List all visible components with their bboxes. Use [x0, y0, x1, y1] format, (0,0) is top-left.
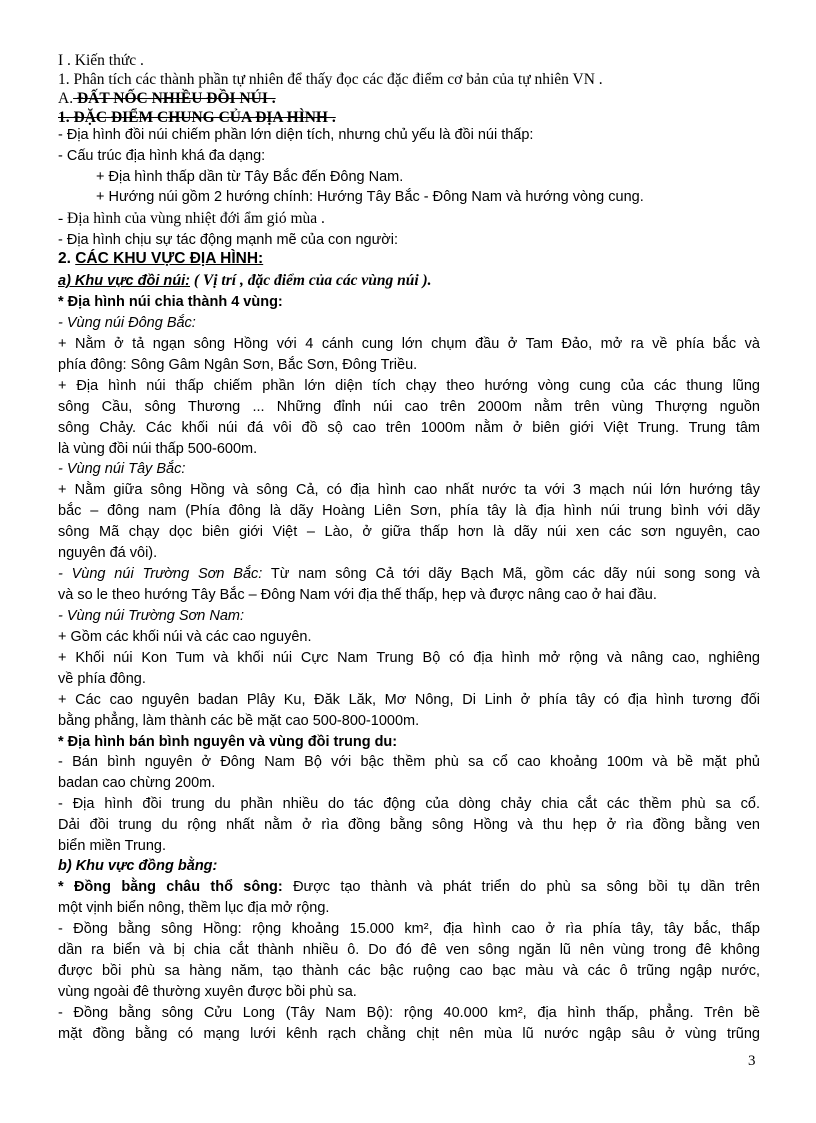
paragraph-line: sông Chảy. Các khối núi đá vôi đồ sộ cao trên 1000m nằm ở biên giới Việt Trung. Trung tâm	[58, 420, 760, 436]
text-line: - Địa hình đồi núi chiếm phần lớn diện tích, nhưng chủ yếu là đồi núi thấp:	[58, 127, 534, 143]
paragraph-line: dần ra biển và bị chia cắt thành nhiều ô. Do đó đê ven sông ngăn lũ nên vùng trong đê không	[58, 942, 760, 958]
paragraph	[58, 752, 760, 794]
region-label: - Vùng núi Tây Bắc:	[58, 461, 186, 477]
paragraph	[58, 877, 760, 919]
bold-lead: * Đồng bằng châu thổ sông:	[58, 879, 283, 895]
heading-1-text: 1. ĐẶC ĐIỂM CHUNG CỦA ĐỊA HÌNH .	[58, 109, 336, 126]
bold-line: * Địa hình núi chia thành 4 vùng:	[58, 294, 283, 310]
text-line: - Địa hình của vùng nhiệt đới ẩm gió mùa .	[58, 210, 325, 227]
paragraph-line: phía đông: Sông Gâm Ngân Sơn, Bắc Sơn, Đông Triều.	[58, 357, 418, 373]
paragraph-line: badan cao chừng 200m.	[58, 775, 216, 791]
paragraph-line: bằng phẳng, làm thành các bề mặt cao 500-800-1000m.	[58, 713, 420, 729]
text-line: - Cấu trúc địa hình khá đa dạng:	[58, 148, 266, 164]
bold-line: * Địa hình bán bình nguyên và vùng đồi trung du:	[58, 734, 398, 750]
paragraph	[58, 919, 760, 1003]
paragraph-line: - Bán bình nguyên ở Đông Nam Bộ với bậc thềm phù sa cổ cao khoảng 100m và bề mặt phủ	[58, 754, 760, 770]
heading-2-number: 2.	[58, 250, 76, 267]
subheading-a-note: ( Vị trí , đặc điểm của các vùng núi ).	[190, 272, 432, 289]
region-label: - Vùng núi Trường Sơn Nam:	[58, 608, 245, 624]
paragraph-line: về phía đông.	[58, 671, 146, 687]
page-number: 3	[748, 1053, 756, 1069]
text-line: - Địa hình chịu sự tác động mạnh mẽ của con người:	[58, 232, 399, 248]
subheading-b: b) Khu vực đồng bằng:	[58, 858, 218, 874]
paragraph-line	[58, 564, 760, 585]
subheading-a	[58, 272, 432, 290]
paragraph-line: và so le theo hướng Tây Bắc – Đông Nam với địa thế thấp, hẹp và được nâng cao ở hai đầu.	[58, 587, 657, 603]
heading-2-text: CÁC KHU VỰC ĐỊA HÌNH:	[75, 250, 264, 267]
paragraph-line: + Các cao nguyên badan Plây Ku, Đăk Lăk, Mơ Nông, Di Linh ở phía tây có địa hình tương đối	[58, 692, 760, 708]
text-line: + Gồm các khối núi và các cao nguyên.	[58, 629, 312, 645]
paragraph	[58, 480, 760, 564]
paragraph-text: Từ nam sông Cả tới dãy Bạch Mã, gồm các dãy núi song song và	[262, 566, 760, 582]
topic-line: 1. Phân tích các thành phần tự nhiên để thấy đọc các đặc điểm cơ bản của tự nhiên VN .	[58, 71, 603, 88]
paragraph-line: biển miền Trung.	[58, 838, 167, 854]
heading-a	[58, 90, 276, 108]
heading-a-text: ĐẤT NỐC NHIỀU ĐỒI NÚI .	[73, 90, 276, 107]
paragraph-text: Được tạo thành và phát triển do phù sa sông bồi tụ dần trên	[282, 879, 760, 895]
paragraph	[58, 690, 760, 732]
paragraph-line: + Khối núi Kon Tum và khối núi Cực Nam Trung Bộ có địa hình mở rộng và nâng cao, nghiêng	[58, 650, 760, 666]
paragraph-line: nguyên đá vôi).	[58, 545, 158, 561]
region-label: - Vùng núi Trường Sơn Bắc:	[58, 566, 263, 582]
paragraph-line: Dải đồi trung du rộng nhất nằm ở rìa đồng bằng sông Hồng và thu hẹp ở rìa đồng bằng ven	[58, 817, 760, 833]
paragraph-line: - Đồng bằng sông Hồng: rộng khoảng 15.000 km², địa hình cao ở rìa phía tây, tây bắc, thấp	[58, 921, 760, 937]
text-line: + Địa hình thấp dần từ Tây Bắc đến Đông Nam.	[96, 169, 404, 185]
paragraph-line: + Nằm giữa sông Hồng và sông Cả, có địa hình cao nhất nước ta với 3 mạch núi lớn hướng tây	[58, 482, 760, 498]
paragraph-line: sông Mã chạy dọc biên giới Việt – Lào, ở giữa thấp hơn là dãy núi xen các sơn nguyên, cao	[58, 524, 760, 540]
paragraph-line	[58, 877, 760, 898]
section-heading: I . Kiến thức .	[58, 52, 144, 69]
paragraph-line: một vịnh biển nông, thềm lục địa mở rộng.	[58, 900, 330, 916]
paragraph-line: + Nằm ở tả ngạn sông Hồng với 4 cánh cung lớn chụm đầu ở Tam Đảo, mở ra về phía bắc và	[58, 336, 760, 352]
paragraph-line: mặt đồng bằng có mạng lưới kênh rạch chằng chịt nên mùa lũ nước ngập sâu ở vùng trũng	[58, 1026, 760, 1042]
paragraph	[58, 334, 760, 376]
region-label: - Vùng núi Đông Bắc:	[58, 315, 196, 331]
paragraph-line: + Địa hình núi thấp chiếm phần lớn diện tích chạy theo hướng vòng cung của các thung lũng	[58, 378, 760, 394]
text-line: + Hướng núi gồm 2 hướng chính: Hướng Tây Bắc - Đông Nam và hướng vòng cung.	[96, 189, 644, 205]
paragraph-line: được bồi phù sa hàng năm, tạo thành các bậc ruộng cao bạc màu và các ô trũng ngập nước,	[58, 963, 760, 979]
paragraph	[58, 648, 760, 690]
paragraph	[58, 1003, 760, 1045]
paragraph-line: sông Cầu, sông Thương ... Những đỉnh núi cao trên 2000m nằm trên vùng Thượng nguồn	[58, 399, 760, 415]
paragraph	[58, 376, 760, 460]
paragraph-line: bắc – đông nam (Phía đông là dãy Hoàng Liên Sơn, phía tây là địa hình núi trung bình với dãy	[58, 503, 760, 519]
paragraph	[58, 564, 760, 606]
paragraph	[58, 794, 760, 857]
heading-2	[58, 250, 263, 268]
subheading-a-label: a) Khu vực đồi núi:	[58, 273, 190, 289]
paragraph-line: - Đồng bằng sông Cửu Long (Tây Nam Bộ): rộng 40.000 km², địa hình thấp, phẳng. Trên bề	[58, 1005, 760, 1021]
paragraph-line: là vùng đồi núi thấp 500-600m.	[58, 441, 258, 457]
paragraph-line: vùng ngoài đê thường xuyên được bồi phù sa.	[58, 984, 357, 1000]
paragraph-line: - Địa hình đồi trung du phần nhiều do tác động của dòng chảy chia cắt các thềm phù sa cổ.	[58, 796, 760, 812]
heading-a-prefix: A.	[58, 90, 74, 107]
heading-1	[58, 109, 336, 127]
